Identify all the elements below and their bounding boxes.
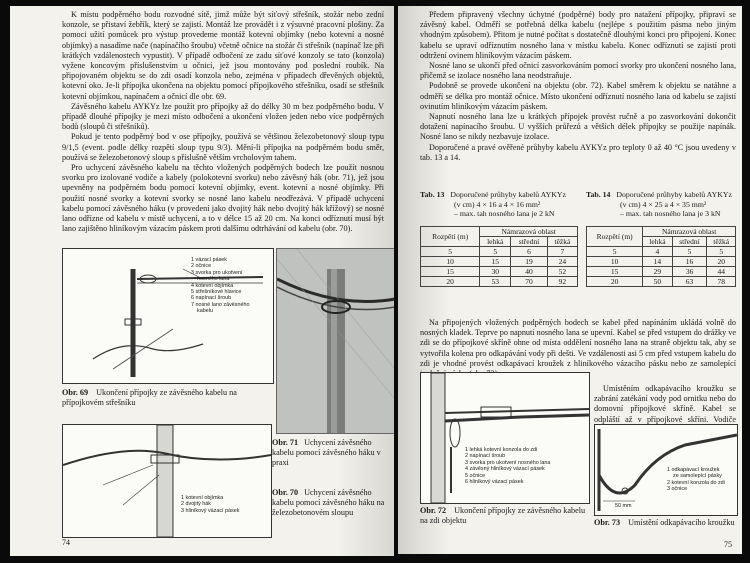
table-row xyxy=(587,247,736,257)
figure-71-photo xyxy=(276,248,394,434)
legend-item: 1 odkapávací kroužek xyxy=(667,467,720,473)
table-header-span: Rozpětí (m) xyxy=(421,227,480,247)
table-13 xyxy=(420,226,578,287)
table-header-col: lehká xyxy=(643,237,672,247)
cell: 70 xyxy=(511,277,548,287)
legend-item: 4 kotevní objímka xyxy=(191,282,234,289)
legend-item: 2 očnice xyxy=(191,263,212,270)
caption-line: Doporučené průhyby kabelů AYKYz xyxy=(450,190,566,199)
figure-69-legend xyxy=(191,257,249,315)
left-page xyxy=(10,6,394,556)
cell: 29 xyxy=(643,267,672,277)
caption-line: (v cm) 4 × 25 a 4 × 35 mm² xyxy=(620,199,707,209)
right-body-text-2 xyxy=(420,318,736,379)
figure-72-caption xyxy=(420,506,588,526)
cell: 16 xyxy=(672,257,707,267)
legend-item: 3 očnice xyxy=(667,486,688,493)
cell: 20 xyxy=(587,277,643,287)
cell: 7 xyxy=(547,247,577,257)
cell: 30 xyxy=(480,267,511,277)
paragraph: Napnutí nosného lana lze u krátkých přípojek provést ručně a po zasvorkování dokončit dotažení napínacího šroubu. U vyšších průřezů a větších délek přípojky se použije napínák. Nosné lano se nikdy nezbavuje izolace. xyxy=(420,112,736,142)
figure-69-caption xyxy=(62,388,272,408)
figure-71-caption xyxy=(272,438,392,468)
figure-72-legend xyxy=(465,447,550,485)
paragraph: Předem připravený všechny úchytné (podpěrné) body pro natažení přípojky, připraví se závěsný kabel. Odměří se potřebná délka kabelu (nejlépe s použitím pásma nebo jiným vhodným způsobem). Přitom je nutné počítat s dostatečně dlouhými konci pro připojení. Konec kabelu se upraví odříznutím nosného lana v místku kabelu. Konec odříznutí se zajistí proti odtržení ovinem hliníkovým vázacím páskem. xyxy=(420,10,736,60)
caption-line: (v cm) 4 × 16 a 4 × 16 mm² xyxy=(454,199,541,209)
table-label: Tab. 14 xyxy=(586,190,611,199)
table-header-span: Rozpětí (m) xyxy=(587,227,643,247)
legend-item: 2 dvojitý hák xyxy=(181,501,211,508)
legend-item: 3 svorka pro ukotvení xyxy=(191,269,243,276)
table-header-zone: Námrazová oblast xyxy=(643,227,736,237)
left-body-text xyxy=(62,10,384,234)
paragraph: Na připojených vložených podpěrných bodech se kabel před napínáním ukládá volně do nosných kladek. Teprve po napnutí nosného lana se upevní. Kabel se před vstupem do drážky ve zdi se do přípojkové skříně ohne od místa oddělení nosného lana na straně objektu tak, aby se vytvořila kolena pro odkapávání vody při dešti. Ve vzdálenosti asi 5 cm před vstupem kabelu do zdi je vhodné provést odkapávací kroužek z hliníkového vázacího pásku nebo ze samolepící xyxy=(420,318,737,368)
pole-clamp-drawing xyxy=(63,425,271,537)
legend-item: 3 svorka pro ukotvení nosného lana xyxy=(465,459,551,466)
cell: 44 xyxy=(707,267,736,277)
paragraph: Nosné lano se ukončí před očnicí zasvorkováním pomocí svorky pro ukončení nosného lana, přičemž se izolace nosného lana neodstraňuje. xyxy=(420,61,736,81)
caption-text: Umístění odkapávacího kroužku xyxy=(628,518,735,527)
figure-69-drawing xyxy=(62,248,274,384)
legend-item: ze samolepící pásky xyxy=(673,473,722,480)
table-row xyxy=(421,257,578,267)
caption-line: Doporučené průhyby kabelů AYKYz xyxy=(616,190,732,199)
cell: 20 xyxy=(707,257,736,267)
caption-line: – max. tah nosného lana je 2 kN xyxy=(454,209,555,219)
figure-73-dimension: 50 mm xyxy=(615,503,632,509)
legend-item: kabelu xyxy=(197,308,213,315)
paragraph: Doporučené a pravé ověřené průhyby kabelu AYKYz pro teploty 0 až 40 °C jsou uvedeny v tab. 13 a 14. xyxy=(420,142,736,162)
cell: 52 xyxy=(547,267,577,277)
caption-label: Obr. 72 xyxy=(420,506,447,515)
figure-72-drawing xyxy=(420,372,590,504)
cell: 92 xyxy=(547,277,577,287)
table-row xyxy=(587,267,736,277)
legend-item: 1 kotevní objímka xyxy=(181,495,224,501)
table-header-zone: Námrazová oblast xyxy=(480,227,578,237)
paragraph: Podobně se provede ukončení na objektu (obr. 72). Kabel směrem k objektu se natáhne a odměří se délka pro montáž očnice. Místo ukončení odříznutí nosného lana od kabelu se zajistí ovinutím hliníkovým vázacím páskem. xyxy=(420,81,736,111)
cell: 14 xyxy=(643,257,672,267)
legend-item: 5 očnice xyxy=(465,472,486,479)
paragraph: Pro uchycení závěsného kabelu na těchto vložených podpěrných bodech lze použít nosnou svorku pro izolované vodiče a kabely (polokotevní svorku) nebo závěsný hák (obr. 71), jež jsou upevněny na podpěrném bodu pomocí kotevní objímky, event. kotevní a nosné objímky. Při použití nosné svorky a kotevní svorky se nosné lano kabelu neodřezává. V případě uchycení kabelu pomocí závěsného háku (v provedení jako dvojitý hák nebo dvojitý hák křížový) se nosné lano odřízne od kabelu v místě uchycení, a to v délce 15 až 20 cm. Na konci odříznutí musí být lano zajištěno hliníkovým vázacím páskem proti dalšímu odtrhávání od kabelu (obr. 70). xyxy=(62,163,384,234)
legend-item: 6 hliníkový vázací pásek xyxy=(465,479,524,486)
cell: 20 xyxy=(421,277,480,287)
cell: 6 xyxy=(511,247,548,257)
paragraph: Pokud je tento podpěrný bod v ose přípojky, používá se většinou železobetonový sloup typu 9/1,5 (event. podle délky rozpětí sloup typu 9/3). Mění-li přípojka na podpěrném bodu směr, používá se železobetonový sloup s příslušně větším vrcholovým tahem. xyxy=(62,132,384,162)
cell: 5 xyxy=(672,247,707,257)
cell: 15 xyxy=(421,267,480,277)
page-number: 75 xyxy=(724,540,732,549)
right-page xyxy=(398,6,742,554)
cell: 24 xyxy=(547,257,577,267)
table-header-col: těžká xyxy=(547,237,577,247)
table-row xyxy=(421,267,578,277)
cell: 10 xyxy=(587,257,643,267)
figure-73-caption xyxy=(594,518,736,528)
cell: 10 xyxy=(421,257,480,267)
table-14-caption xyxy=(586,190,740,219)
figure-73-legend xyxy=(667,467,725,493)
legend-item: 5 střešníkové hlavice xyxy=(191,289,242,296)
caption-text: Ukončení přípojky ze závěsného kabelu na přípojkovém střešníku xyxy=(62,388,237,407)
cell: 63 xyxy=(672,277,707,287)
table-header-col: střední xyxy=(511,237,548,247)
table-row xyxy=(421,247,578,257)
legend-item: 3 hliníkový vázací pásek xyxy=(181,507,240,514)
table-13-caption xyxy=(420,190,580,219)
legend-item: 7 nosné lano závěsného xyxy=(191,301,250,308)
pole-hook-photo xyxy=(277,249,394,433)
legend-item: 6 napínací šroub xyxy=(191,295,232,302)
caption-label: Obr. 69 xyxy=(62,388,89,397)
table-label: Tab. 13 xyxy=(420,190,445,199)
cell: 4 xyxy=(643,247,672,257)
right-body-text xyxy=(420,10,736,163)
caption-text: Uchycení závěsného kabelu pomocí závěsného háku na železobetonovém sloupu xyxy=(272,488,385,517)
legend-item: 4 závěsný hliníkový vázací pásek xyxy=(465,466,545,473)
table-header-col: lehká xyxy=(480,237,511,247)
figure-70-drawing xyxy=(62,424,272,538)
table-header-col: střední xyxy=(672,237,707,247)
table-row xyxy=(587,277,736,287)
legend-item: 1 lehká kotevní konzola do zdi xyxy=(465,447,538,453)
page-number: 74 xyxy=(62,538,70,547)
caption-label: Obr. 70 xyxy=(272,488,299,497)
legend-item: 2 napínací šroub xyxy=(465,453,506,460)
caption-line: – max. tah nosného lana je 3 kN xyxy=(620,209,721,219)
table-row xyxy=(421,277,578,287)
figure-70-caption xyxy=(272,488,392,518)
cell: 36 xyxy=(672,267,707,277)
cell: 19 xyxy=(511,257,548,267)
cell: 5 xyxy=(480,247,511,257)
caption-label: Obr. 73 xyxy=(594,518,621,527)
legend-item: 1 vázací pásek xyxy=(191,257,227,263)
caption-text: Ukončení přípojky ze závěsného kabelu na zdi objektu xyxy=(420,506,586,525)
paragraph: Závěsného kabelu AYKYz lze použít pro přípojky až do délky 30 m bez podpěrného bodu. V případě dlouhé přípojky je mezi místo odbočení a ukončení vložen jeden nebo více podpěrných bodů (sloupů či střešníků). xyxy=(62,101,384,132)
cell: 15 xyxy=(480,257,511,267)
cell: 5 xyxy=(707,247,736,257)
cell: 5 xyxy=(421,247,480,257)
figure-70-legend xyxy=(181,495,239,514)
cell: 15 xyxy=(587,267,643,277)
cell: 50 xyxy=(643,277,672,287)
caption-text: Uchycení závěsného kabelu pomocí závěsného háku v praxi xyxy=(272,438,381,467)
table-row xyxy=(587,257,736,267)
paragraph: K místu podpěrného bodu rozvodné sítě, jimž může být síťový střešník, stožár nebo zední konzole, se přistaví žebřík, který se zajistí. Montáž lze provádět i z výsuvné pracovní plošiny. Za pomoci užití pomůcek pro výstup provedeme montáž kotevní objímky (nebo kotevní a nosné objímky) a nasadíme nače (napínačího šroubu) včetně očnice na stožár či střešník (napínač lze při krátkých vzdálenostech vypustit). V případě odbočení ze zadu síťové konzoly se tato (konzola) vyžene koncovým příslušenstvím u očnicí, jež jsou montovány pod poslední roubík. Na připojovaném objektu se do zdi osadí konzola nebo, zejména v případech dřevěných objektů, kotevní oko. Je-li přípojka ukončena na objektu pomocí přípojkového střešníku, osadí se střešník kotevní objímkou, napínačem a očnicí dle obr. 69. xyxy=(62,10,384,101)
figure-73-drawing xyxy=(594,424,738,516)
cell: 5 xyxy=(587,247,643,257)
legend-item: nosného lana xyxy=(197,276,230,283)
caption-label: Obr. 71 xyxy=(272,438,299,447)
paragraph: Umístěním odkapávacího kroužku se zabrání zatékání vody pod ornitku nebo do domovní přípojkové skříně. Kabel se odpláští až v přípojkové skříni. Vodiče xyxy=(594,384,736,424)
cell: 53 xyxy=(480,277,511,287)
legend-item: 2 kotevní konzola do zdi xyxy=(667,479,725,486)
cell: 78 xyxy=(707,277,736,287)
cell: 40 xyxy=(511,267,548,277)
table-header-col: těžká xyxy=(707,237,736,247)
table-14 xyxy=(586,226,736,287)
